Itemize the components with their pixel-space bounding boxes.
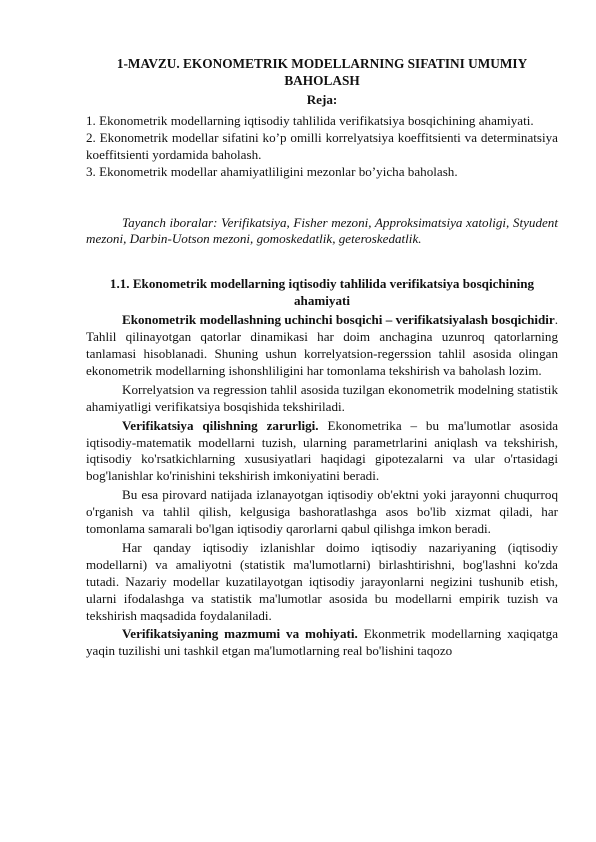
title-line-2: BAHOLASH bbox=[284, 72, 360, 88]
paragraph-4: Bu esa pirovard natijada izlanayotgan iqtisodiy ob'ektni yoki jarayonni chuqurroq o'rganish va tahlil qilish, kelgusiga bashoratlashga asos bo'lib xizmat qiladi, har tomonlama samarali bo'lgan iqtisodiy qarorlarni qabul qilishga imkon beradi. bbox=[86, 487, 558, 537]
paragraph-6-text: Ekonmetrik modellarning xaqiqatga yaqin tuzilishi uni tashkil etgan ma'lumotlarning real bo'lishini taqozo bbox=[86, 626, 559, 659]
plan-heading: Reja: bbox=[306, 92, 338, 107]
section-body bbox=[86, 312, 558, 660]
document-title bbox=[86, 56, 558, 89]
paragraph-6 bbox=[86, 626, 558, 660]
paragraph-5: Har qanday iqtisodiy izlanishlar doimo iqtisodiy nazariyaning (iqtisodiy modellarni) va amaliyotni (statistik ma'lumotlarni) birlashtirishni, bog'lashni ko'zda tutadi. Nazariy modellar kuzatilayotgan iqtisodiy jarayonlarni negizini tushunib etish, ularni ifodalashga va statistik ma'lumotlar asosida bu modellarni empirik tuzish va tekshirish maqsadida foydalaniladi. bbox=[86, 539, 558, 623]
paragraph-3-text: Ekonometrika – bu ma'lumotlar asosida iqtisodiy-matematik modellarni tuzish, ularning parametrlarini aniqlash va tekshirish, iqtisodiy ko'rsatkichlarning xususiyatlari haqidagi gipotezalarni va ular o'rtasidagi bog'lanishlar ko'rinishini tekshirish imkoniyatini beradi. bbox=[86, 417, 559, 484]
paragraph-1-lead: Ekonometrik modellashning uchinchi bosqichi – verifikatsiyalash bosqichidir bbox=[122, 312, 555, 328]
paragraph-3-lead: Verifikatsiya qilishning zarurligi. bbox=[122, 417, 319, 433]
keywords-paragraph: Tayanch iboralar: Verifikatsiya, Fisher mezoni, Approksimatsiya xatoligi, Styudent mezoni, Darbin-Uotson mezoni, gomoskedatlik, geteroskedatlik. bbox=[86, 214, 558, 247]
paragraph-2: Korrelyatsion va regression tahlil asosida tuzilgan ekonometrik modelning statistik ahamiyatligi verifikatsiya bosqishida tekshiriladi. bbox=[86, 381, 558, 414]
plan-list bbox=[86, 113, 558, 181]
title-line-1: 1-MAVZU. EKONOMETRIK MODELLARNING SIFATINI UMUMIY bbox=[116, 56, 528, 71]
paragraph-1-text: . Tahlil qilinayotgan qatorlar dinamikasi har doim anchagina uzunroq qatorlarning tanlamasi hisoblanadi. Shuning ushun korrelyatsion-regerssion tahlil asosida olingan ekonometrik modellarning ishonshliligini har tomonlama tekshirish va baholash lozim. bbox=[86, 312, 558, 378]
plan-item-1: 1. Ekonometrik modellarning iqtisodiy tahlilida verifikatsiya bosqichining ahamiyati. bbox=[86, 112, 534, 128]
paragraph-6-lead: Verifikatsiyaning mazmumi va mohiyati. bbox=[122, 626, 358, 642]
paragraph-3 bbox=[86, 418, 558, 486]
section-heading bbox=[86, 276, 558, 310]
section-heading-line-1: 1.1. Ekonometrik modellarning iqtisodiy tahlilida verifikatsiya bosqichining bbox=[109, 276, 535, 292]
plan-item-2: 2. Ekonometrik modellar sifatini ko’p omilli korrelyatsiya koeffitsienti va determinatsiya koeffitsienti yordamida baholash. bbox=[86, 129, 558, 162]
paragraph-1 bbox=[86, 312, 558, 380]
plan-item-3: 3. Ekonometrik modellar ahamiyatliligini mezonlar bo’yicha baholash. bbox=[86, 163, 458, 179]
section-heading-line-2: ahamiyati bbox=[293, 293, 350, 309]
